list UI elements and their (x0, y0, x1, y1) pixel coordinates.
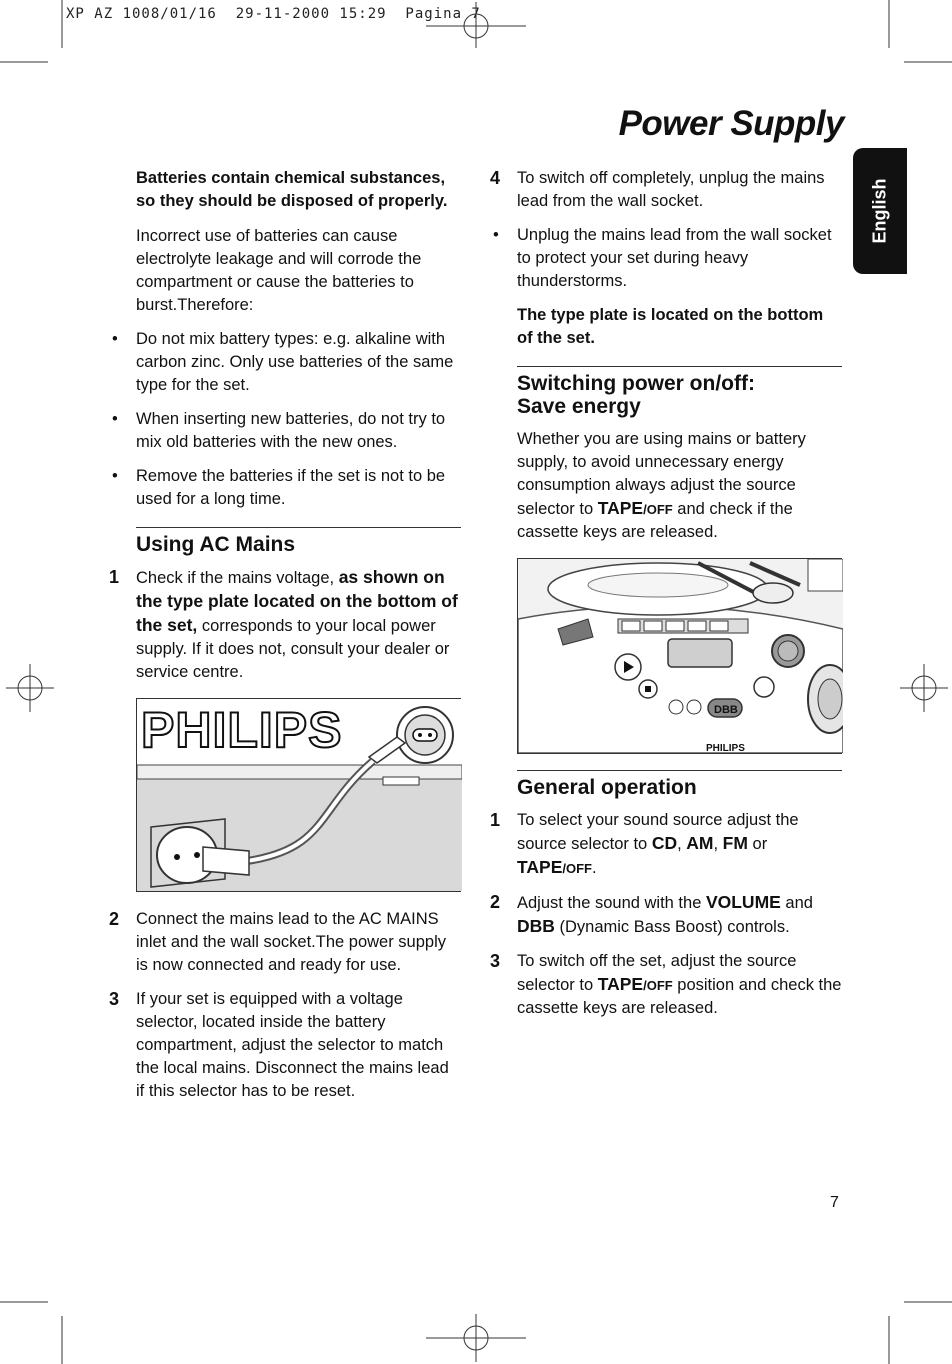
tape-label: TAPE (597, 498, 644, 518)
section-heading-switching (517, 366, 842, 418)
philips-logo: PHILIPS (141, 702, 343, 758)
step-4-text: To switch off completely, unplug the mains lead from the wall socket. (517, 169, 825, 210)
left-column (109, 167, 461, 1114)
battery-intro: Incorrect use of batteries can cause electrolyte leakage and will corrode the compartment or cause the batteries to burst.Therefore: (136, 227, 422, 314)
step-number: 2 (490, 892, 501, 912)
switching-text-pre: Whether you are using mains or battery supply, to avoid unnecessary energy consumption always adjust the source selector to (517, 430, 806, 518)
period: . (591, 859, 597, 877)
general-3-pre: To switch off the set, adjust the source selector to (517, 952, 797, 994)
bullet-text: Do not mix battery types: e.g. alkaline with carbon zinc. Only use batteries of the same type for the set. (136, 330, 454, 394)
section-heading-ac-mains: Using AC Mains (136, 527, 461, 556)
device-brand-label: PHILIPS (706, 743, 745, 753)
step-1 (109, 566, 461, 684)
step-number: 3 (109, 989, 120, 1009)
print-info: XP AZ 1008/01/16 29-11-2000 15:29 Pagina 7 (66, 6, 481, 22)
section-heading-general: General operation (517, 770, 842, 799)
bullet-text: When inserting new batteries, do not try to mix old batteries with the new ones. (136, 410, 446, 451)
bullet-item: • Remove the batteries if the set is not to be used for a long time. (112, 467, 446, 508)
mains-illustration (136, 698, 461, 892)
volume-label: VOLUME (705, 892, 781, 912)
right-column (490, 167, 842, 1031)
am-label: AM (686, 833, 714, 853)
separator: , (677, 835, 687, 853)
step-1-post: corresponds to your local power supply. If it does not, consult your dealer or service centre. (136, 617, 450, 681)
step-1-bold: as shown on the type plate located on the bottom of the set, (136, 567, 458, 635)
dbb-label: DBB (714, 704, 738, 716)
switching-text-post: and check if the cassette keys are released. (517, 500, 793, 541)
or-text: or (747, 835, 768, 853)
language-tab (853, 148, 907, 274)
bullet-item: • When inserting new batteries, do not try to mix old batteries with the new ones. (112, 410, 446, 451)
switching-heading-line-2: Save energy (517, 395, 641, 418)
general-step-2 (490, 891, 842, 939)
and-text: and (780, 894, 813, 912)
bullet-text: Remove the batteries if the set is not to be used for a long time. (136, 467, 446, 508)
off-label: /OFF (643, 978, 673, 993)
general-step-3 (490, 950, 842, 1020)
battery-warning: Batteries contain chemical substances, so they should be disposed of properly. (136, 169, 448, 210)
tape-label: TAPE (597, 974, 644, 994)
off-label: /OFF (562, 861, 592, 876)
bullet-item: • Unplug the mains lead from the wall socket to protect your set during heavy thunderstorms. (493, 226, 832, 290)
step-number: 3 (490, 951, 501, 971)
switching-heading-line-1: Switching power on/off: (517, 372, 755, 395)
switching-paragraph (517, 428, 842, 544)
step-3-text: If your set is equipped with a voltage selector, located inside the battery compartment, adjust the selector to match the local mains. Disconnect the mains lead if this selector has to be reset. (136, 990, 449, 1100)
fm-label: FM (722, 833, 748, 853)
general-3-post: position and check the cassette keys are released. (517, 976, 842, 1017)
off-label: /OFF (643, 502, 673, 517)
radio-illustration (517, 558, 842, 754)
general-2-pre: Adjust the sound with the (517, 894, 706, 912)
language-label: English (869, 178, 890, 244)
step-1-pre: Check if the mains voltage, (136, 569, 339, 587)
step-2 (109, 908, 461, 977)
step-2-text: Connect the mains lead to the AC MAINS inlet and the wall socket.The power supply is now connected and ready for use. (136, 910, 447, 974)
separator: , (713, 835, 723, 853)
general-1-pre: To select your sound source adjust the source selector to (517, 811, 799, 853)
bullet-text: Unplug the mains lead from the wall socket to protect your set during heavy thunderstorms. (517, 226, 832, 290)
step-3 (109, 988, 461, 1103)
tape-label: TAPE (517, 857, 563, 877)
step-4 (490, 167, 842, 213)
cd-label: CD (651, 833, 678, 853)
page-title: Power Supply (618, 104, 844, 143)
step-number: 4 (490, 168, 501, 188)
type-plate-note: The type plate is located on the bottom of the set. (517, 306, 824, 347)
step-number: 1 (490, 810, 501, 830)
general-2-post: (Dynamic Bass Boost) controls. (554, 918, 790, 936)
bullet-item: • Do not mix battery types: e.g. alkaline with carbon zinc. Only use batteries of the same type for the set. (112, 330, 454, 394)
page-number: 7 (830, 1194, 839, 1211)
general-step-1 (490, 809, 842, 880)
dbb-text-label: DBB (517, 916, 555, 936)
step-number: 2 (109, 909, 120, 929)
step-number: 1 (109, 567, 120, 587)
